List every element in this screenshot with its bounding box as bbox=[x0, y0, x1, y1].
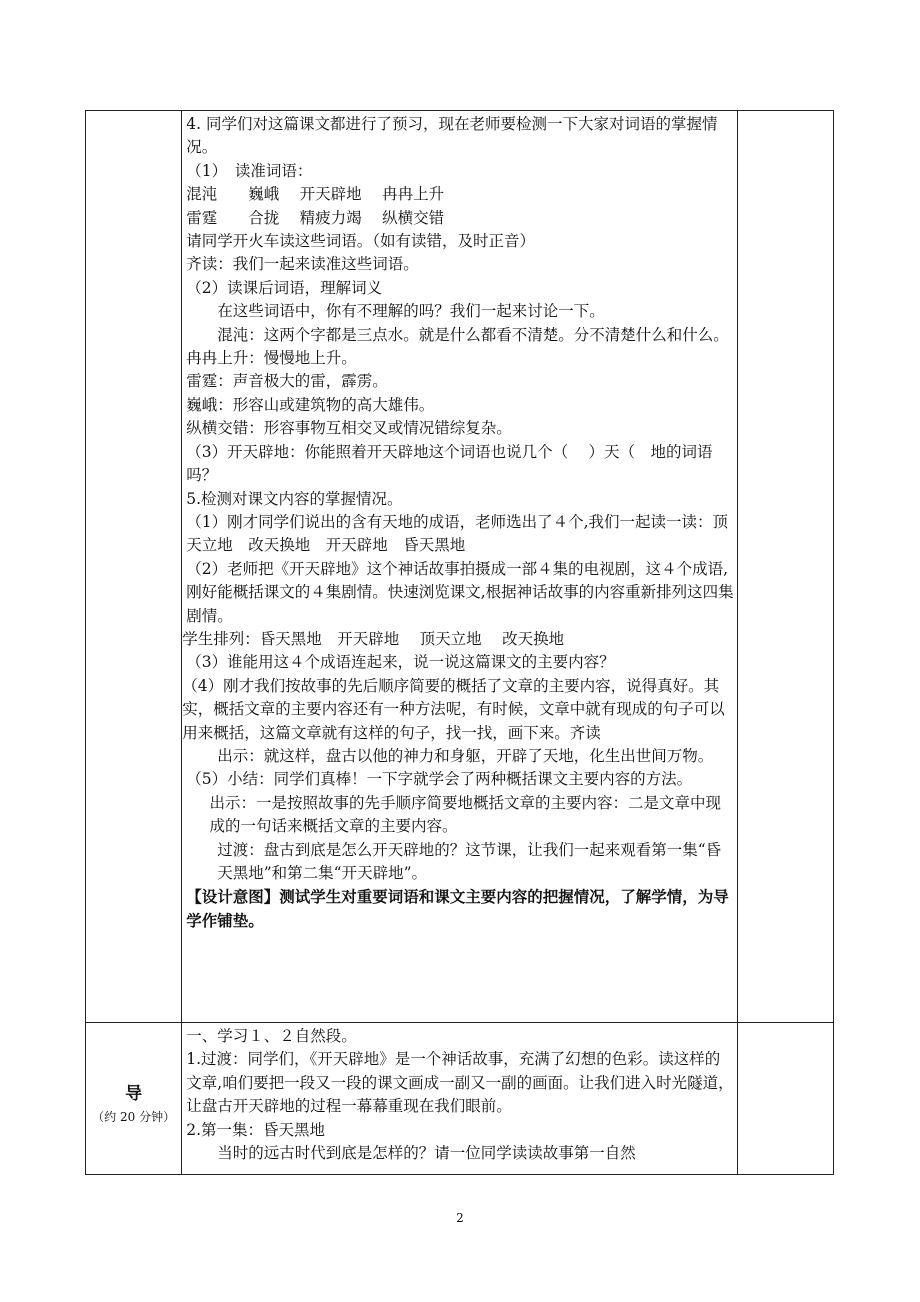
content-line: （2）读课后词语，理解词义 bbox=[186, 278, 383, 297]
content-line: 雷霆：声音极大的雷，霹雳。 bbox=[186, 372, 388, 391]
content-line: 学生排列：昏天黑地 开天辟地 顶天立地 改天换地 bbox=[182, 629, 565, 648]
content-line: 出示：一是按照故事的先手顺序简要地概括文章的主要内容：二是文章中现成的一句话来概括文章的主要内容。 bbox=[209, 793, 722, 836]
stage-cell bbox=[86, 111, 182, 1023]
content-line: 纵横交错：形容事物互相交叉或情况错综复杂。 bbox=[186, 419, 512, 438]
content-line: 在这些词语中，你有不理解的吗？我们一起来讨论一下。 bbox=[217, 302, 605, 321]
content-lines bbox=[182, 1023, 736, 1167]
lesson-plan-table bbox=[85, 110, 834, 1175]
content-line: 过渡：盘古到底是怎么开天辟地的？这节课，让我们一起来观看第一集“昏天黑地”和第二集“开天辟地”。 bbox=[217, 840, 722, 882]
page-number: 2 bbox=[456, 1211, 464, 1225]
content-line: 齐读：我们一起来读准这些词语。 bbox=[186, 255, 419, 274]
content-cell bbox=[182, 1023, 737, 1175]
content-line: 当时的远古时代到底是怎样的？请一位同学读读故事第一自然 bbox=[217, 1144, 636, 1163]
content-line: （2）老师把《开天辟地》这个神话故事拍摄成一部４集的电视剧，这４个成语,刚好能概括课文的４集剧情。快速浏览课文,根据神话故事的内容重新排列这四集剧情。 bbox=[186, 559, 734, 625]
content-line: 雷霆 合拢 精疲力竭 纵横交错 bbox=[186, 208, 445, 227]
content-line: 【设计意图】测试学生对重要词语和课文主要内容的把握情况，了解学情，为导学作铺垫。 bbox=[186, 887, 729, 930]
content-line: 冉冉上升：慢慢地上升。 bbox=[186, 349, 357, 368]
content-line: （4）刚才我们按故事的先后顺序简要的概括了文章的主要内容，说得真好。其实，概括文章的主要内容还有一种方法呢，有时候，文章中就有现成的句子可以用来概括，这篇文章就有这样的句子，找一找，画下来。齐读 bbox=[182, 676, 725, 742]
content-line: 混沌：这两个字都是三点水。就是什么都看不清楚。分不清楚什么和什么。 bbox=[217, 325, 729, 344]
notes-cell bbox=[737, 111, 833, 1023]
content-line: （3）开天辟地：你能照着开天辟地这个词语也说几个（ ）天（ 地的词语吗？ bbox=[186, 442, 713, 485]
table-row bbox=[86, 111, 834, 1023]
stage-duration: （约 20 分钟） bbox=[92, 1109, 176, 1124]
content-line: 1.过渡：同学们，《开天辟地》是一个神话故事，充满了幻想的色彩。读这样的文章,咱们要把一段又一段的课文画成一副又一副的画面。让我们进入时光隧道，让盘古开天辟地的过程一幕幕重现在我们眼前。 bbox=[186, 1050, 734, 1116]
content-line: （5）小结：同学们真棒！一下字就学会了两种概括课文主要内容的方法。 bbox=[186, 770, 693, 789]
table-row bbox=[86, 1023, 834, 1175]
content-line: 出示：就这样，盘古以他的神力和身躯，开辟了天地，化生出世间万物。 bbox=[217, 746, 714, 765]
stage-title: 导 bbox=[125, 1083, 143, 1104]
content-line: （1）刚才同学们说出的含有天地的成语，老师选出了４个,我们一起读一读：顶天立地 改天换地 开天辟地 昏天黑地 bbox=[186, 512, 729, 555]
content-line: 一、学习１、２自然段。 bbox=[186, 1027, 357, 1045]
content-line: （3）谁能用这４个成语连起来，说一说这篇课文的主要内容？ bbox=[186, 653, 615, 672]
content-line: 2.第一集：昏天黑地 bbox=[186, 1120, 326, 1139]
content-line: 5.检测对课文内容的掌握情况。 bbox=[186, 489, 403, 508]
content-line: 请同学开火车读这些词语。（如有读错，及时正音） bbox=[186, 232, 536, 251]
notes-cell bbox=[737, 1023, 833, 1175]
stage-cell bbox=[86, 1023, 182, 1175]
content-line: （1） 读准词语： bbox=[186, 161, 313, 180]
content-lines bbox=[182, 111, 736, 934]
content-cell bbox=[182, 111, 737, 1023]
content-line: 巍峨：形容山或建筑物的高大雄伟。 bbox=[186, 395, 435, 414]
content-line: 混沌 巍峨 开天辟地 冉冉上升 bbox=[186, 185, 445, 204]
content-line: 4. 同学们对这篇课文都进行了预习，现在老师要检测一下大家对词语的掌握情况。 bbox=[186, 115, 718, 157]
